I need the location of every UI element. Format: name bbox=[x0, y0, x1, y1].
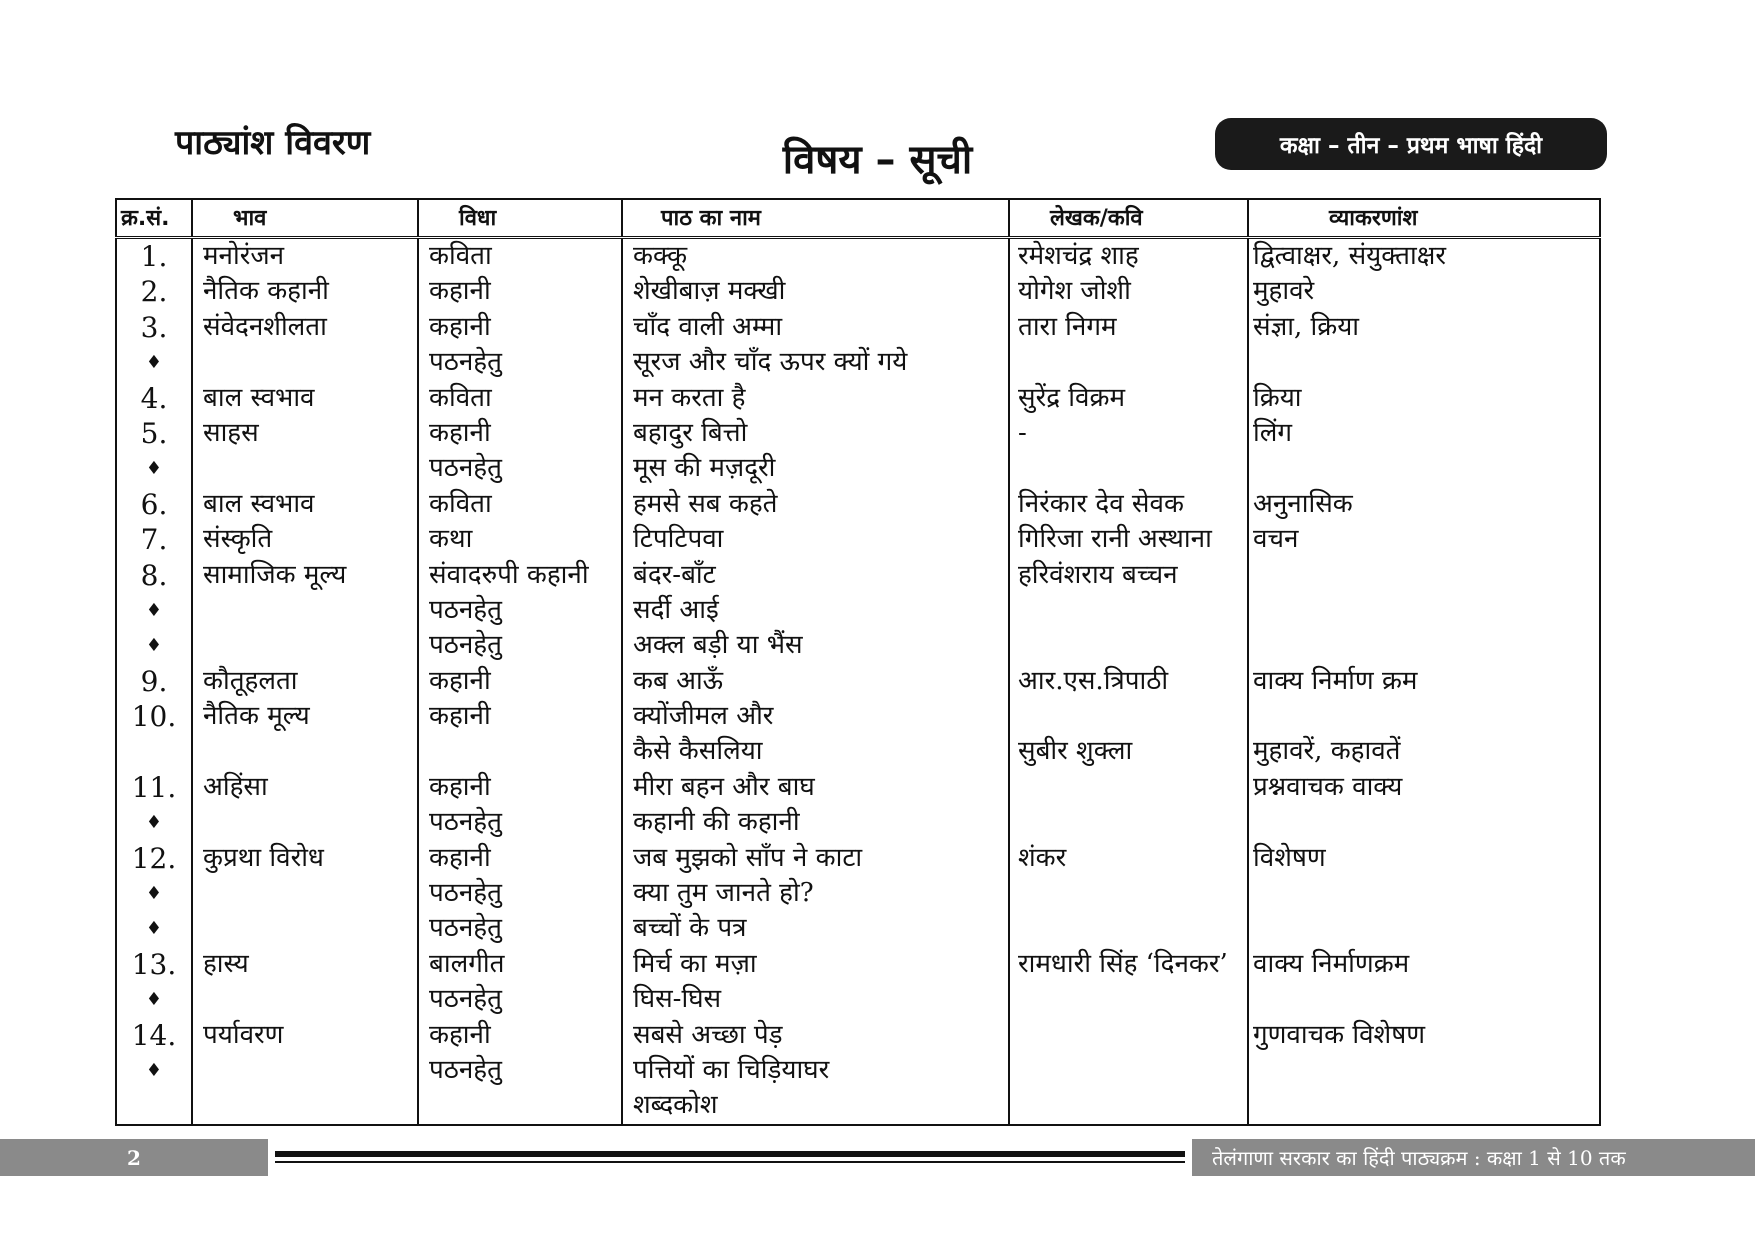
serial-cell: 11. bbox=[116, 770, 192, 805]
table-row bbox=[116, 558, 1600, 593]
genre-cell: कविता bbox=[418, 487, 622, 522]
theme-cell bbox=[192, 345, 418, 380]
author-cell: हरिवंशराय बच्चन bbox=[1009, 558, 1248, 593]
lesson-name-cell: अक्ल बड़ी या भैंस bbox=[622, 628, 1009, 663]
genre-cell: पठनहेतु bbox=[418, 982, 622, 1017]
theme-cell bbox=[192, 593, 418, 628]
header-author: लेखक/कवि bbox=[1009, 199, 1248, 238]
lesson-name-cell: शब्दकोश bbox=[622, 1088, 1009, 1124]
genre-cell: कविता bbox=[418, 381, 622, 416]
grammar-cell bbox=[1248, 345, 1600, 380]
serial-cell: ♦ bbox=[116, 1053, 192, 1088]
genre-cell: कहानी bbox=[418, 274, 622, 309]
grammar-cell: क्रिया bbox=[1248, 381, 1600, 416]
grammar-cell bbox=[1248, 628, 1600, 663]
author-cell bbox=[1009, 982, 1248, 1017]
table-row bbox=[116, 381, 1600, 416]
grammar-cell: वचन bbox=[1248, 522, 1600, 557]
serial-cell: 10. bbox=[116, 699, 192, 734]
lesson-name-cell: बच्चों के पत्र bbox=[622, 911, 1009, 946]
grammar-cell: द्वित्वाक्षर, संयुक्ताक्षर bbox=[1248, 238, 1600, 275]
grammar-cell bbox=[1248, 1053, 1600, 1088]
genre-cell: बालगीत bbox=[418, 947, 622, 982]
class-badge: कक्षा – तीन – प्रथम भाषा हिंदी bbox=[1215, 118, 1607, 170]
theme-cell bbox=[192, 982, 418, 1017]
genre-cell: पठनहेतु bbox=[418, 628, 622, 663]
author-cell: सुबीर शुक्ला bbox=[1009, 734, 1248, 769]
serial-cell: 2. bbox=[116, 274, 192, 309]
genre-cell: पठनहेतु bbox=[418, 345, 622, 380]
theme-cell bbox=[192, 1053, 418, 1088]
header-serial: क्र.सं. bbox=[116, 199, 192, 238]
author-cell bbox=[1009, 345, 1248, 380]
grammar-cell: प्रश्नवाचक वाक्य bbox=[1248, 770, 1600, 805]
genre-cell: कथा bbox=[418, 522, 622, 557]
grammar-cell bbox=[1248, 911, 1600, 946]
lesson-name-cell: सबसे अच्छा पेड़ bbox=[622, 1018, 1009, 1053]
table-body bbox=[116, 238, 1600, 1125]
genre-cell: कहानी bbox=[418, 699, 622, 734]
author-cell: गिरिजा रानी अस्थाना bbox=[1009, 522, 1248, 557]
genre-cell: पठनहेतु bbox=[418, 911, 622, 946]
serial-cell: 12. bbox=[116, 841, 192, 876]
author-cell bbox=[1009, 628, 1248, 663]
section-title: पाठ्यांश विवरण bbox=[175, 123, 371, 163]
lesson-name-cell: सूरज और चाँद ऊपर क्यों गये bbox=[622, 345, 1009, 380]
grammar-cell: मुहावरे bbox=[1248, 274, 1600, 309]
genre-cell: पठनहेतु bbox=[418, 451, 622, 486]
grammar-cell: वाक्य निर्माणक्रम bbox=[1248, 947, 1600, 982]
table-row bbox=[116, 416, 1600, 451]
table-row bbox=[116, 628, 1600, 663]
genre-cell: पठनहेतु bbox=[418, 593, 622, 628]
grammar-cell bbox=[1248, 982, 1600, 1017]
theme-cell: पर्यावरण bbox=[192, 1018, 418, 1053]
grammar-cell bbox=[1248, 805, 1600, 840]
genre-cell: कहानी bbox=[418, 310, 622, 345]
theme-cell bbox=[192, 876, 418, 911]
genre-cell bbox=[418, 1088, 622, 1124]
serial-cell: ♦ bbox=[116, 876, 192, 911]
genre-cell: कहानी bbox=[418, 1018, 622, 1053]
author-cell bbox=[1009, 1053, 1248, 1088]
header-theme: भाव bbox=[192, 199, 418, 238]
author-cell bbox=[1009, 805, 1248, 840]
author-cell: निरंकार देव सेवक bbox=[1009, 487, 1248, 522]
grammar-cell: गुणवाचक विशेषण bbox=[1248, 1018, 1600, 1053]
serial-cell: 9. bbox=[116, 664, 192, 699]
lesson-name-cell: कहानी की कहानी bbox=[622, 805, 1009, 840]
table-header-row bbox=[116, 199, 1600, 238]
author-cell bbox=[1009, 593, 1248, 628]
theme-cell: सामाजिक मूल्य bbox=[192, 558, 418, 593]
lesson-name-cell: क्योंजीमल और bbox=[622, 699, 1009, 734]
table-row bbox=[116, 770, 1600, 805]
header-genre: विधा bbox=[418, 199, 622, 238]
grammar-cell bbox=[1248, 876, 1600, 911]
serial-cell: 14. bbox=[116, 1018, 192, 1053]
table-row bbox=[116, 451, 1600, 486]
table-row bbox=[116, 593, 1600, 628]
serial-cell: 8. bbox=[116, 558, 192, 593]
author-cell: तारा निगम bbox=[1009, 310, 1248, 345]
serial-cell: ♦ bbox=[116, 982, 192, 1017]
lesson-name-cell: मन करता है bbox=[622, 381, 1009, 416]
author-cell: सुरेंद्र विक्रम bbox=[1009, 381, 1248, 416]
theme-cell: साहस bbox=[192, 416, 418, 451]
lesson-name-cell: चाँद वाली अम्मा bbox=[622, 310, 1009, 345]
lesson-name-cell: क्या तुम जानते हो? bbox=[622, 876, 1009, 911]
footer-caption: तेलंगाणा सरकार का हिंदी पाठ्यक्रम : कक्षा 1 से 10 तक bbox=[1192, 1139, 1755, 1176]
table-row bbox=[116, 947, 1600, 982]
header-grammar: व्याकरणांश bbox=[1248, 199, 1600, 238]
serial-cell: ♦ bbox=[116, 451, 192, 486]
page-number: 2 bbox=[0, 1139, 268, 1176]
serial-cell: ♦ bbox=[116, 628, 192, 663]
lesson-name-cell: मीरा बहन और बाघ bbox=[622, 770, 1009, 805]
theme-cell bbox=[192, 628, 418, 663]
table-row bbox=[116, 805, 1600, 840]
table-row bbox=[116, 238, 1600, 275]
author-cell: आर.एस.त्रिपाठी bbox=[1009, 664, 1248, 699]
theme-cell: कुप्रथा विरोध bbox=[192, 841, 418, 876]
theme-cell bbox=[192, 451, 418, 486]
grammar-cell bbox=[1248, 593, 1600, 628]
serial-cell: 7. bbox=[116, 522, 192, 557]
table-row bbox=[116, 699, 1600, 734]
serial-cell: ♦ bbox=[116, 805, 192, 840]
serial-cell: 6. bbox=[116, 487, 192, 522]
genre-cell: पठनहेतु bbox=[418, 876, 622, 911]
theme-cell bbox=[192, 911, 418, 946]
serial-cell: 3. bbox=[116, 310, 192, 345]
table-row bbox=[116, 522, 1600, 557]
grammar-cell bbox=[1248, 1088, 1600, 1124]
author-cell bbox=[1009, 1018, 1248, 1053]
theme-cell bbox=[192, 734, 418, 769]
grammar-cell: संज्ञा, क्रिया bbox=[1248, 310, 1600, 345]
serial-cell: ♦ bbox=[116, 593, 192, 628]
table-row bbox=[116, 911, 1600, 946]
table-row bbox=[116, 345, 1600, 380]
theme-cell: बाल स्वभाव bbox=[192, 381, 418, 416]
genre-cell: कहानी bbox=[418, 416, 622, 451]
lesson-name-cell: मूस की मज़दूरी bbox=[622, 451, 1009, 486]
theme-cell: मनोरंजन bbox=[192, 238, 418, 275]
serial-cell: 4. bbox=[116, 381, 192, 416]
theme-cell bbox=[192, 805, 418, 840]
lesson-name-cell: सर्दी आई bbox=[622, 593, 1009, 628]
footer-divider bbox=[275, 1151, 1185, 1163]
grammar-cell: मुहावरें, कहावतें bbox=[1248, 734, 1600, 769]
lesson-name-cell: पत्तियों का चिड़ियाघर bbox=[622, 1053, 1009, 1088]
serial-cell: 1. bbox=[116, 238, 192, 275]
lesson-name-cell: घिस-घिस bbox=[622, 982, 1009, 1017]
genre-cell: संवादरुपी कहानी bbox=[418, 558, 622, 593]
theme-cell: हास्य bbox=[192, 947, 418, 982]
genre-cell: पठनहेतु bbox=[418, 1053, 622, 1088]
genre-cell: कहानी bbox=[418, 664, 622, 699]
author-cell: योगेश जोशी bbox=[1009, 274, 1248, 309]
table-row bbox=[116, 734, 1600, 769]
author-cell bbox=[1009, 451, 1248, 486]
genre-cell: कविता bbox=[418, 238, 622, 275]
grammar-cell bbox=[1248, 699, 1600, 734]
serial-cell: 5. bbox=[116, 416, 192, 451]
genre-cell: कहानी bbox=[418, 841, 622, 876]
theme-cell: अहिंसा bbox=[192, 770, 418, 805]
table-row bbox=[116, 841, 1600, 876]
serial-cell: ♦ bbox=[116, 911, 192, 946]
author-cell: रामधारी सिंह ‘दिनकर’ bbox=[1009, 947, 1248, 982]
author-cell bbox=[1009, 770, 1248, 805]
theme-cell: संवेदनशीलता bbox=[192, 310, 418, 345]
lesson-name-cell: मिर्च का मज़ा bbox=[622, 947, 1009, 982]
grammar-cell: अनुनासिक bbox=[1248, 487, 1600, 522]
lesson-name-cell: कक्कू bbox=[622, 238, 1009, 275]
table-row bbox=[116, 310, 1600, 345]
author-cell: शंकर bbox=[1009, 841, 1248, 876]
header-lesson-name: पाठ का नाम bbox=[622, 199, 1009, 238]
serial-cell: ♦ bbox=[116, 345, 192, 380]
author-cell bbox=[1009, 911, 1248, 946]
theme-cell: बाल स्वभाव bbox=[192, 487, 418, 522]
genre-cell bbox=[418, 734, 622, 769]
table-row bbox=[116, 274, 1600, 309]
author-cell: रमेशचंद्र शाह bbox=[1009, 238, 1248, 275]
lesson-name-cell: बहादुर बित्तो bbox=[622, 416, 1009, 451]
contents-table bbox=[115, 198, 1601, 1126]
lesson-name-cell: कब आऊँ bbox=[622, 664, 1009, 699]
lesson-name-cell: जब मुझको साँप ने काटा bbox=[622, 841, 1009, 876]
grammar-cell bbox=[1248, 558, 1600, 593]
table-row bbox=[116, 487, 1600, 522]
genre-cell: पठनहेतु bbox=[418, 805, 622, 840]
grammar-cell: वाक्य निर्माण क्रम bbox=[1248, 664, 1600, 699]
author-cell bbox=[1009, 1088, 1248, 1124]
theme-cell: संस्कृति bbox=[192, 522, 418, 557]
grammar-cell bbox=[1248, 451, 1600, 486]
table-row bbox=[116, 1088, 1600, 1124]
page-title: विषय – सूची bbox=[782, 137, 973, 183]
table-row bbox=[116, 1018, 1600, 1053]
grammar-cell: लिंग bbox=[1248, 416, 1600, 451]
grammar-cell: विशेषण bbox=[1248, 841, 1600, 876]
serial-cell bbox=[116, 734, 192, 769]
theme-cell: कौतूहलता bbox=[192, 664, 418, 699]
genre-cell: कहानी bbox=[418, 770, 622, 805]
lesson-name-cell: हमसे सब कहते bbox=[622, 487, 1009, 522]
table-row bbox=[116, 1053, 1600, 1088]
theme-cell bbox=[192, 1088, 418, 1124]
table-row bbox=[116, 664, 1600, 699]
lesson-name-cell: शेखीबाज़ मक्खी bbox=[622, 274, 1009, 309]
serial-cell bbox=[116, 1088, 192, 1124]
serial-cell: 13. bbox=[116, 947, 192, 982]
lesson-name-cell: बंदर-बाँट bbox=[622, 558, 1009, 593]
author-cell bbox=[1009, 876, 1248, 911]
theme-cell: नैतिक कहानी bbox=[192, 274, 418, 309]
lesson-name-cell: कैसे कैसलिया bbox=[622, 734, 1009, 769]
author-cell bbox=[1009, 699, 1248, 734]
lesson-name-cell: टिपटिपवा bbox=[622, 522, 1009, 557]
table-row bbox=[116, 982, 1600, 1017]
author-cell: - bbox=[1009, 416, 1248, 451]
theme-cell: नैतिक मूल्य bbox=[192, 699, 418, 734]
table-row bbox=[116, 876, 1600, 911]
